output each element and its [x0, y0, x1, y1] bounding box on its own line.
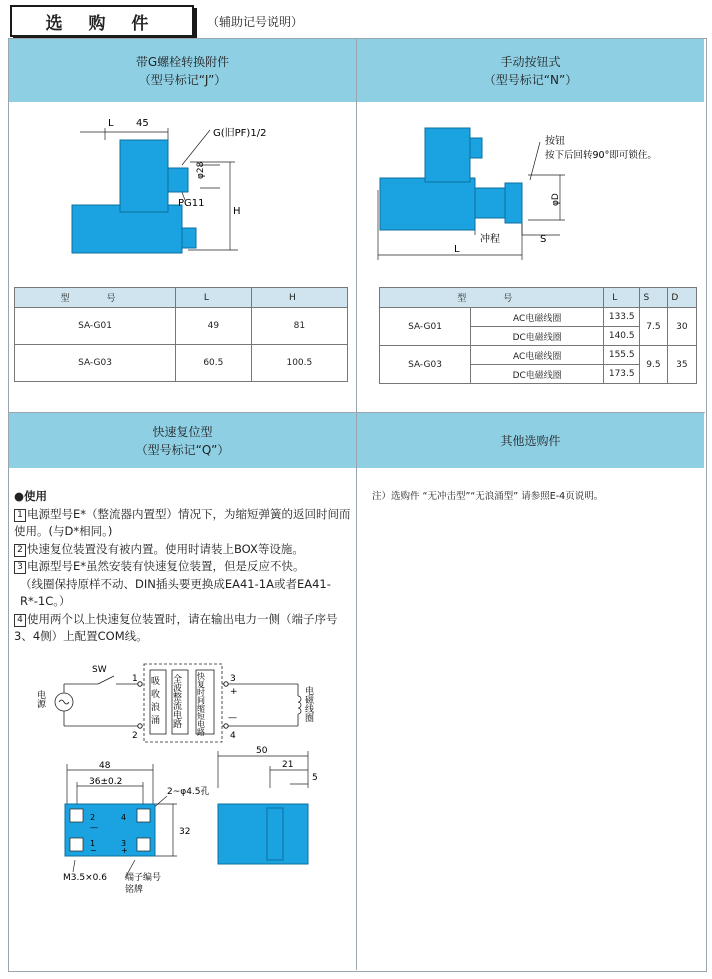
- section-j-header: [9, 39, 356, 102]
- circuit-minus: —: [228, 713, 237, 723]
- box-front-drawing: [55, 760, 235, 900]
- usage-item: 1 电源型号E*（整流器内置型）情况下，为缩短弹簧的返回时间而使用。(与D*相同。): [14, 506, 351, 538]
- j-label-45: 45: [136, 118, 149, 129]
- dim-m35: M3.5×0.6: [63, 873, 107, 883]
- terminal-label: 3: [121, 839, 127, 848]
- n-label-button: 按钮: [545, 136, 565, 147]
- box-side-drawing: [210, 748, 330, 873]
- table-cell: 173.5: [604, 365, 640, 384]
- table-cell: 30: [667, 308, 696, 346]
- terminal-label: —: [90, 823, 98, 832]
- table-cell: 100.5: [251, 345, 347, 382]
- n-col-d: D: [667, 288, 696, 308]
- n-col-model: 型 号: [380, 288, 604, 308]
- n-label-s: S: [540, 234, 547, 245]
- label-nameplate: 铭牌: [125, 885, 144, 895]
- terminal-label: ~: [90, 846, 97, 855]
- table-cell: 49: [176, 308, 252, 345]
- section-n-mark: （型号标记“N”）: [483, 72, 578, 87]
- circuit-t4: 4: [230, 731, 236, 741]
- n-label-stroke: 冲程: [480, 234, 500, 245]
- j-col-l: L: [176, 288, 252, 308]
- circuit-block-rectifier: 全波整流电路: [171, 674, 181, 728]
- section-other-header: [357, 413, 704, 468]
- section-j-table: [14, 287, 348, 382]
- section-other-title: 其他选购件: [500, 433, 561, 448]
- section-q-usage: [14, 488, 354, 646]
- table-cell: DC电磁线圈: [471, 365, 604, 384]
- section-j-mark: （型号标记“J”）: [138, 72, 227, 87]
- circuit-t2: 2: [132, 731, 138, 741]
- circuit-coil-label: 电磁线圈: [303, 686, 313, 722]
- usage-item: 2 快速复位装置没有被内置。使用时请装上BOX等设施。: [14, 541, 354, 559]
- table-cell: 9.5: [640, 346, 668, 384]
- j-col-h: H: [251, 288, 347, 308]
- circuit-plus: +: [230, 687, 238, 697]
- circuit-block-absorb: 吸收浪涌: [149, 676, 159, 728]
- table-cell: 81: [251, 308, 347, 345]
- table-cell: AC电磁线圈: [471, 346, 604, 365]
- dim-36: 36±0.2: [89, 777, 123, 787]
- circuit-power-label: 电源: [35, 690, 45, 708]
- table-cell: 133.5: [604, 308, 640, 327]
- n-col-s: S: [640, 288, 668, 308]
- terminal-label: 4: [121, 813, 127, 822]
- dim-48: 48: [99, 761, 111, 771]
- table-cell: 140.5: [604, 327, 640, 346]
- circuit-block-quick: 快复时间缩短电路: [196, 672, 206, 736]
- dim-5: 5: [312, 773, 318, 783]
- table-cell: 7.5: [640, 308, 668, 346]
- page-title: 选 购 件: [10, 5, 194, 37]
- dim-32: 32: [179, 827, 191, 837]
- section-j-drawing: [60, 110, 310, 280]
- n-label-button-note: 按下后回转90°即可锁住。: [545, 150, 657, 161]
- usage-item: 3 电源型号E*虽然安装有快速复位装置，但是反应不快。: [14, 558, 354, 576]
- label-terminal-no: 端子编号: [125, 873, 162, 883]
- j-label-L: L: [108, 118, 114, 129]
- j-label-dia28: φ28: [196, 161, 206, 179]
- section-q-mark: （型号标记“Q”）: [135, 442, 230, 457]
- section-q-header: [9, 413, 356, 468]
- table-cell: AC电磁线圈: [471, 308, 604, 327]
- j-label-h: H: [233, 206, 241, 217]
- usage-item: （线圈保持原样不动、DIN插头要更换成EA41-1A或者EA41-R*-1C。）: [20, 576, 331, 608]
- table-cell: 35: [667, 346, 696, 384]
- section-n-table: [379, 287, 697, 384]
- circuit-sw-label: SW: [92, 665, 107, 675]
- section-n-header: [357, 39, 704, 102]
- table-cell: SA-G01: [380, 308, 471, 346]
- other-note: 注）选购件 “无冲击型”“无浪涌型” 请参照E-4页说明。: [372, 491, 604, 502]
- section-j-title: 带G螺栓转换附件: [135, 54, 230, 69]
- table-cell: SA-G01: [15, 308, 176, 345]
- circuit-t1: 1: [132, 674, 138, 684]
- table-cell: SA-G03: [15, 345, 176, 382]
- section-n-drawing: [370, 110, 690, 270]
- n-label-d: φD: [551, 193, 561, 206]
- table-cell: DC电磁线圈: [471, 327, 604, 346]
- circuit-t3: 3: [230, 674, 236, 684]
- j-label-pg11: PG11: [178, 198, 205, 209]
- column-divider: [356, 38, 357, 970]
- terminal-label: 1: [90, 839, 96, 848]
- table-cell: SA-G03: [380, 346, 471, 384]
- table-cell: 155.5: [604, 346, 640, 365]
- dim-hole: 2~φ4.5孔: [167, 787, 210, 797]
- j-col-model: 型 号: [15, 288, 176, 308]
- terminal-label: 2: [90, 813, 96, 822]
- page-subtitle: （辅助记号说明）: [207, 15, 304, 29]
- dim-21: 21: [282, 760, 294, 770]
- section-q-title: 快速复位型: [152, 424, 213, 439]
- section-n-title: 手动按钮式: [500, 54, 561, 69]
- n-col-l: L: [604, 288, 640, 308]
- dim-50: 50: [256, 746, 268, 756]
- j-label-g-thread: G(旧PF)1/2: [213, 128, 267, 139]
- terminal-label: +: [121, 846, 128, 855]
- table-cell: 60.5: [176, 345, 252, 382]
- n-label-l: L: [454, 244, 460, 255]
- usage-title: ●使用: [14, 489, 48, 503]
- circuit-diagram: [35, 660, 340, 750]
- usage-item: 4 使用两个以上快速复位装置时，请在输出电力一侧（端子序号3、4侧）上配置COM线。: [14, 611, 338, 643]
